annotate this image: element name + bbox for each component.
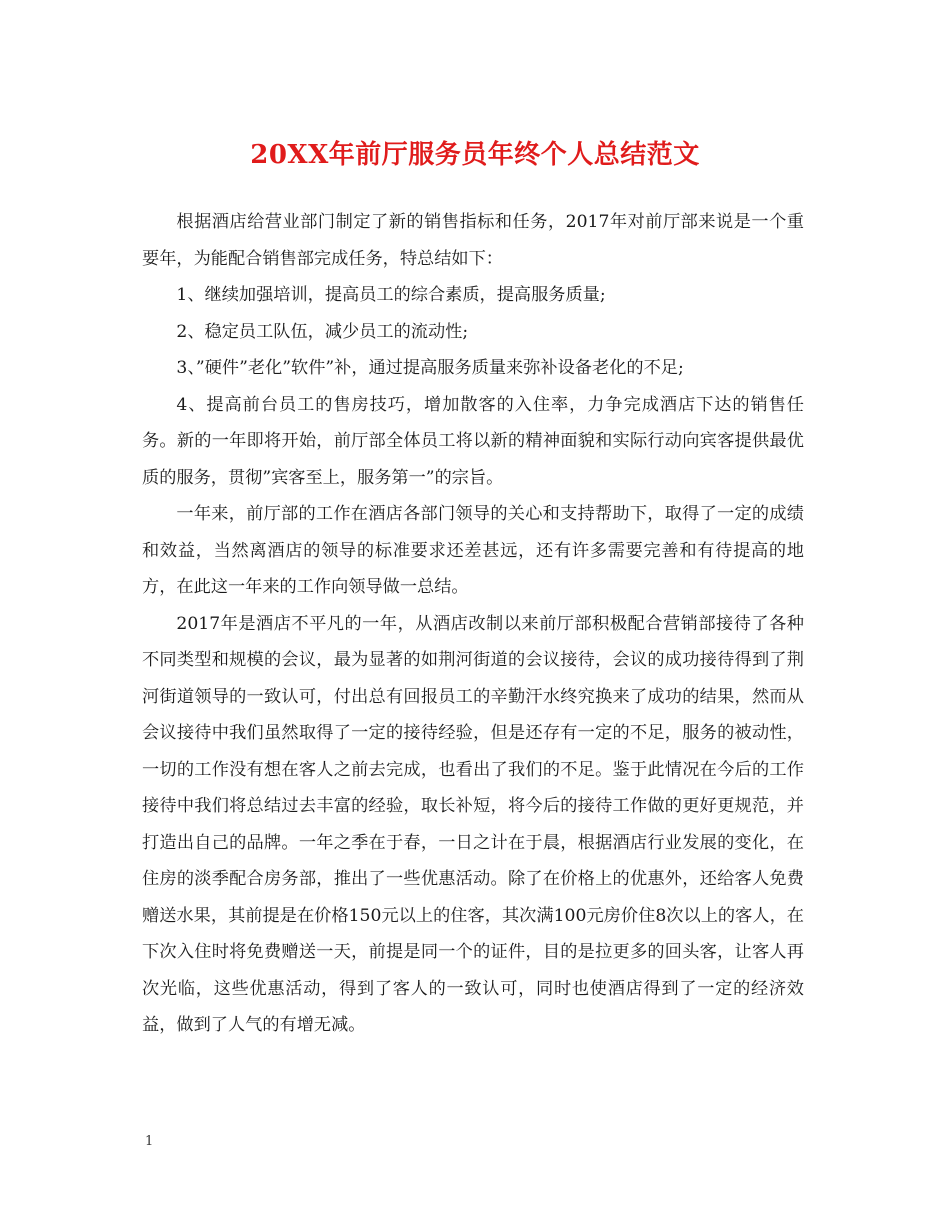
review-paragraph: 2017年是酒店不平凡的一年，从酒店改制以来前厅部积极配合营销部接待了各种不同类型和规模的会议，最为显著的如荆河街道的会议接待，会议的成功接待得到了荆河街道领导的一致认可，付出总有回报员工的辛勤汗水终究换来了成功的结果，然而从会议接待中我们虽然取得了一定的接待经验，但是还存有一定的不足，服务的被动性，一切的工作没有想在客人之前去完成，也看出了我们的不足。鉴于此情况在今后的工作接待中我们将总结过去丰富的经验，取长补短，将今后的接待工作做的更好更规范，并打造出自己的品牌。一年之季在于春，一日之计在于晨，根据酒店行业发展的变化，在住房的淡季配合房务部，推出了一些优惠活动。除了在价格上的优惠外，还给客人免费赠送水果，其前提是在价格150元以上的住客，其次满100元房价住8次以上的客人，在下次入住时将免费赠送一天，前提是同一个的证件，目的是拉更多的回头客，让客人再次光临，这些优惠活动，得到了客人的一致认可，同时也使酒店得到了一定的经济效益，做到了人气的有增无减。 [142, 613, 804, 1035]
document-title: 20XX年前厅服务员年终个人总结范文 [250, 140, 700, 170]
summary-paragraph: 一年来，前厅部的工作在酒店各部门领导的关心和支持帮助下，取得了一定的成绩和效益，当然离酒店的领导的标准要求还差甚远，还有许多需要完善和有待提高的地方，在此这一年来的工作向领导做一总结。 [142, 504, 804, 597]
document-body [142, 204, 804, 1044]
list-item-1: 1、继续加强培训，提高员工的综合素质，提高服务质量; [176, 285, 606, 305]
list-item-4: 4、提高前台员工的售房技巧，增加散客的入住率，力争完成酒店下达的销售任务。新的一年即将开始，前厅部全体员工将以新的精神面貌和实际行动向宾客提供最优质的服务，贯彻”宾客至上，服务第一”的宗旨。 [142, 394, 804, 488]
list-item-2: 2、稳定员工队伍，减少员工的流动性; [176, 321, 469, 342]
page-number: 1 [145, 1134, 154, 1149]
list-item-3: 3、”硬件”老化”软件”补，通过提高服务质量来弥补设备老化的不足; [176, 358, 684, 378]
intro-paragraph: 根据酒店给营业部门制定了新的销售指标和任务，2017年对前厅部来说是一个重要年，为能配合销售部完成任务，特总结如下： [142, 212, 804, 269]
